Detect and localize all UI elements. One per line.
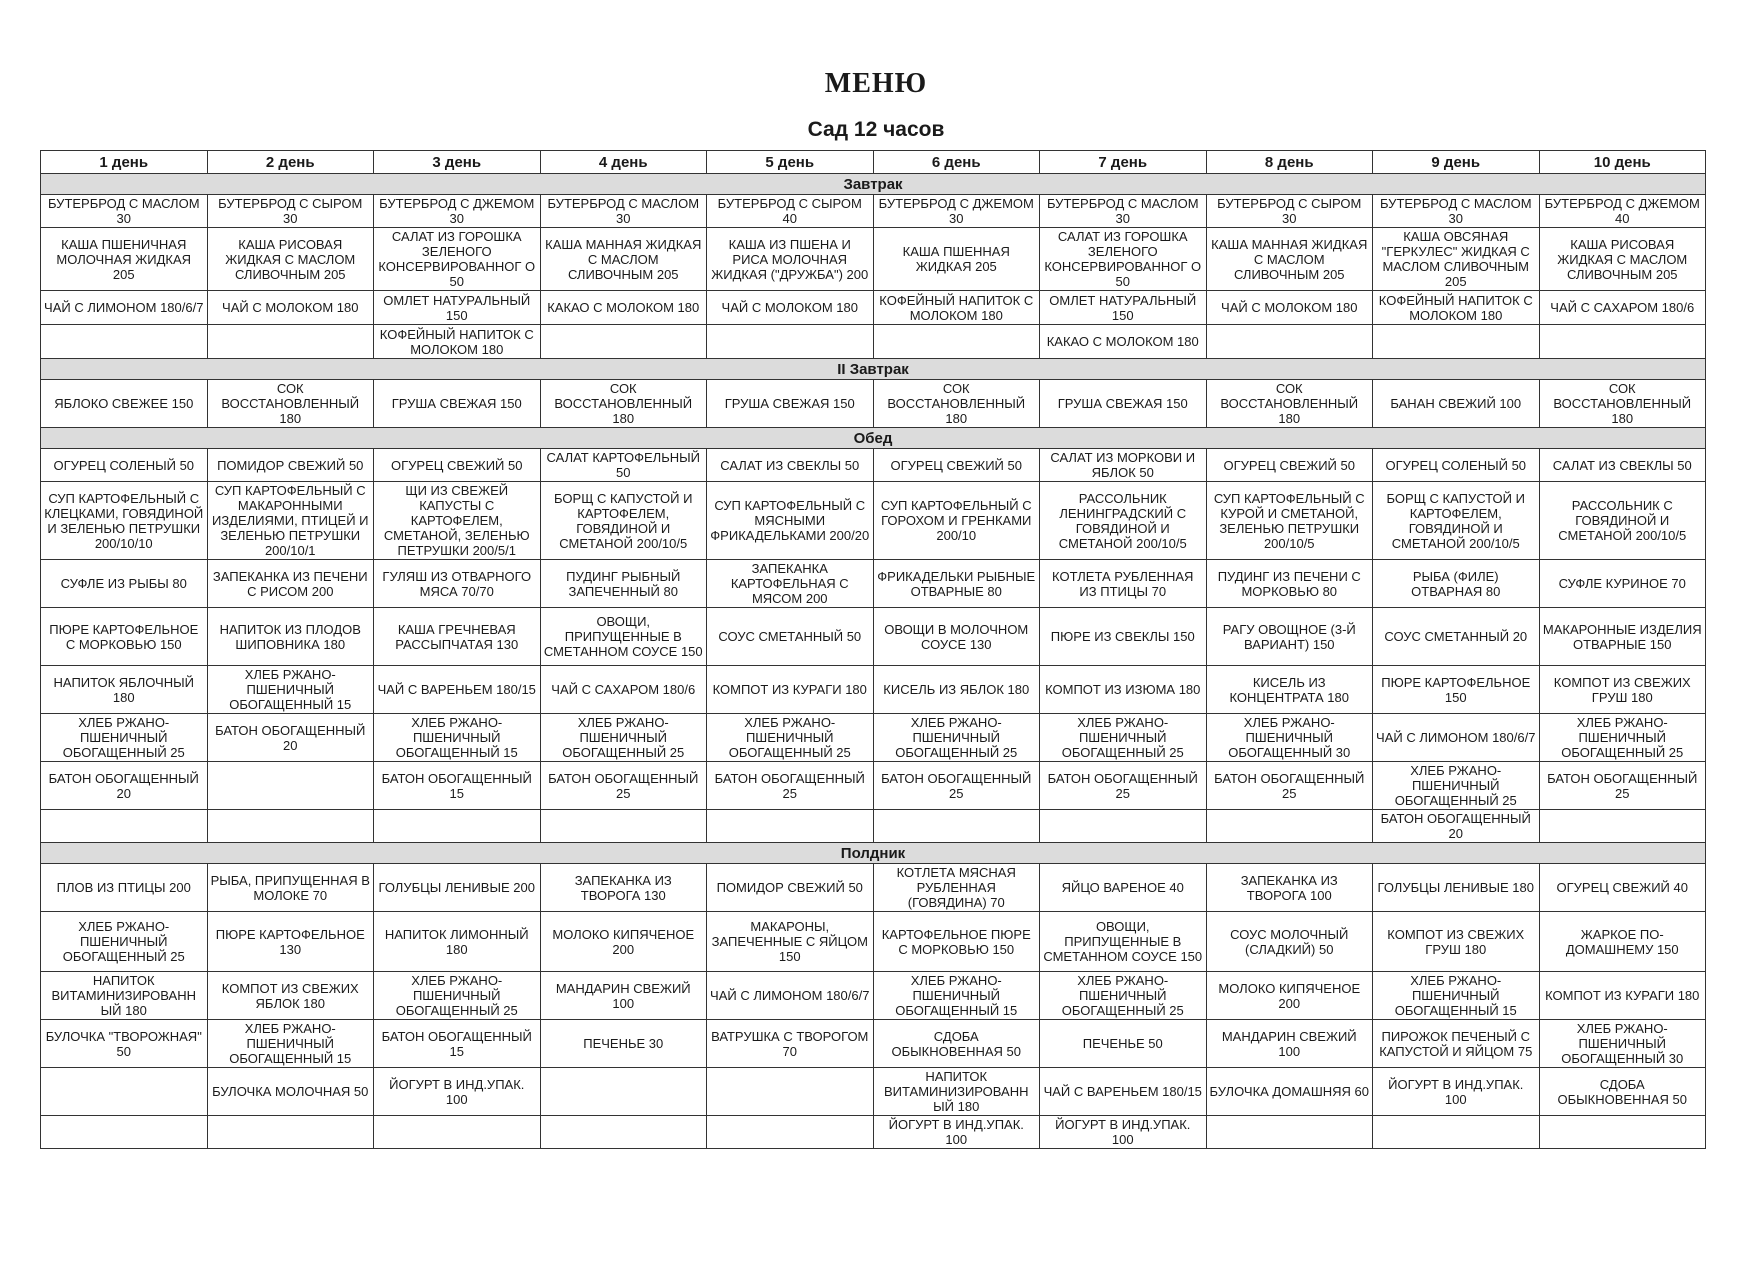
- menu-dish-cell: ПЛОВ ИЗ ПТИЦЫ 200: [41, 864, 208, 912]
- menu-dish-cell: [540, 810, 707, 843]
- menu-dish-cell: ОГУРЕЦ СВЕЖИЙ 50: [374, 449, 541, 482]
- menu-dish-cell: ХЛЕБ РЖАНО-ПШЕНИЧНЫЙ ОБОГАЩЕННЫЙ 25: [41, 714, 208, 762]
- menu-dish-cell: ПЮРЕ ИЗ СВЕКЛЫ 150: [1040, 608, 1207, 666]
- menu-dish-cell: [41, 1116, 208, 1149]
- menu-dish-cell: СДОБА ОБЫКНОВЕННАЯ 50: [873, 1020, 1040, 1068]
- menu-dish-cell: ХЛЕБ РЖАНО-ПШЕНИЧНЫЙ ОБОГАЩЕННЫЙ 25: [1040, 714, 1207, 762]
- menu-dish-cell: [207, 1116, 374, 1149]
- menu-dish-cell: СУП КАРТОФЕЛЬНЫЙ С КУРОЙ И СМЕТАНОЙ, ЗЕЛЕНЬЮ ПЕТРУШКИ 200/10/5: [1206, 482, 1373, 560]
- menu-dish-cell: БУТЕРБРОД С МАСЛОМ 30: [41, 195, 208, 228]
- menu-dish-cell: КОФЕЙНЫЙ НАПИТОК С МОЛОКОМ 180: [374, 325, 541, 359]
- menu-dish-cell: ОГУРЕЦ СОЛЕНЫЙ 50: [1373, 449, 1540, 482]
- menu-dish-cell: ЧАЙ С МОЛОКОМ 180: [707, 291, 874, 325]
- meal-section-row: [41, 428, 1706, 449]
- menu-dish-cell: РЫБА (ФИЛЕ) ОТВАРНАЯ 80: [1373, 560, 1540, 608]
- menu-dish-cell: СОК ВОССТАНОВЛЕННЫЙ 180: [540, 380, 707, 428]
- menu-dish-cell: ХЛЕБ РЖАНО-ПШЕНИЧНЫЙ ОБОГАЩЕННЫЙ 30: [1539, 1020, 1706, 1068]
- menu-dish-cell: ЙОГУРТ В ИНД.УПАК. 100: [374, 1068, 541, 1116]
- menu-dish-cell: ПЕЧЕНЬЕ 30: [540, 1020, 707, 1068]
- menu-dish-cell: РАССОЛЬНИК С ГОВЯДИНОЙ И СМЕТАНОЙ 200/10/5: [1539, 482, 1706, 560]
- menu-dish-cell: НАПИТОК ВИТАМИНИЗИРОВАНН ЫЙ 180: [41, 972, 208, 1020]
- menu-dish-cell: БУЛОЧКА МОЛОЧНАЯ 50: [207, 1068, 374, 1116]
- menu-dish-cell: ХЛЕБ РЖАНО-ПШЕНИЧНЫЙ ОБОГАЩЕННЫЙ 25: [1373, 762, 1540, 810]
- day-header: 5 день: [707, 151, 874, 174]
- menu-dish-cell: ГРУША СВЕЖАЯ 150: [707, 380, 874, 428]
- menu-dish-cell: ПУДИНГ ИЗ ПЕЧЕНИ С МОРКОВЬЮ 80: [1206, 560, 1373, 608]
- menu-dish-cell: ОВОЩИ, ПРИПУЩЕННЫЕ В СМЕТАННОМ СОУСЕ 150: [540, 608, 707, 666]
- menu-dish-cell: ПЮРЕ КАРТОФЕЛЬНОЕ 150: [1373, 666, 1540, 714]
- menu-table: [40, 150, 1706, 1149]
- menu-dish-cell: ХЛЕБ РЖАНО-ПШЕНИЧНЫЙ ОБОГАЩЕННЫЙ 15: [1373, 972, 1540, 1020]
- menu-dish-cell: РЫБА, ПРИПУЩЕННАЯ В МОЛОКЕ 70: [207, 864, 374, 912]
- menu-dish-cell: ЧАЙ С ЛИМОНОМ 180/6/7: [1373, 714, 1540, 762]
- menu-dish-cell: КАША МАННАЯ ЖИДКАЯ С МАСЛОМ СЛИВОЧНЫМ 205: [1206, 228, 1373, 291]
- menu-dish-cell: САЛАТ ИЗ СВЕКЛЫ 50: [1539, 449, 1706, 482]
- menu-dish-cell: ЩИ ИЗ СВЕЖЕЙ КАПУСТЫ С КАРТОФЕЛЕМ, СМЕТАНОЙ, ЗЕЛЕНЬЮ ПЕТРУШКИ 200/5/1: [374, 482, 541, 560]
- menu-dish-cell: МАКАРОНЫ, ЗАПЕЧЕННЫЕ С ЯЙЦОМ 150: [707, 912, 874, 972]
- menu-dish-cell: ОМЛЕТ НАТУРАЛЬНЫЙ 150: [1040, 291, 1207, 325]
- menu-dish-cell: БАТОН ОБОГАЩЕННЫЙ 15: [374, 762, 541, 810]
- menu-dish-cell: БАТОН ОБОГАЩЕННЫЙ 25: [1040, 762, 1207, 810]
- menu-dish-cell: БАТОН ОБОГАЩЕННЫЙ 25: [707, 762, 874, 810]
- menu-dish-cell: ОГУРЕЦ СВЕЖИЙ 50: [1206, 449, 1373, 482]
- menu-dish-cell: БОРЩ С КАПУСТОЙ И КАРТОФЕЛЕМ, ГОВЯДИНОЙ И СМЕТАНОЙ 200/10/5: [1373, 482, 1540, 560]
- menu-dish-cell: [873, 810, 1040, 843]
- table-row: [41, 762, 1706, 810]
- menu-dish-cell: ПИРОЖОК ПЕЧЕНЫЙ С КАПУСТОЙ И ЯЙЦОМ 75: [1373, 1020, 1540, 1068]
- menu-dish-cell: ОГУРЕЦ СВЕЖИЙ 50: [873, 449, 1040, 482]
- menu-dish-cell: КАША РИСОВАЯ ЖИДКАЯ С МАСЛОМ СЛИВОЧНЫМ 205: [207, 228, 374, 291]
- menu-dish-cell: [374, 1116, 541, 1149]
- menu-dish-cell: ЖАРКОЕ ПО-ДОМАШНЕМУ 150: [1539, 912, 1706, 972]
- menu-dish-cell: НАПИТОК ЛИМОННЫЙ 180: [374, 912, 541, 972]
- menu-dish-cell: ФРИКАДЕЛЬКИ РЫБНЫЕ ОТВАРНЫЕ 80: [873, 560, 1040, 608]
- menu-dish-cell: ХЛЕБ РЖАНО-ПШЕНИЧНЫЙ ОБОГАЩЕННЫЙ 25: [707, 714, 874, 762]
- meal-section-row: [41, 843, 1706, 864]
- menu-dish-cell: КАША ОВСЯНАЯ "ГЕРКУЛЕС" ЖИДКАЯ С МАСЛОМ СЛИВОЧНЫМ 205: [1373, 228, 1540, 291]
- menu-dish-cell: [1539, 1116, 1706, 1149]
- table-row: [41, 864, 1706, 912]
- menu-dish-cell: ХЛЕБ РЖАНО-ПШЕНИЧНЫЙ ОБОГАЩЕННЫЙ 25: [1539, 714, 1706, 762]
- menu-dish-cell: ХЛЕБ РЖАНО-ПШЕНИЧНЫЙ ОБОГАЩЕННЫЙ 25: [41, 912, 208, 972]
- menu-dish-cell: СОК ВОССТАНОВЛЕННЫЙ 180: [1539, 380, 1706, 428]
- day-header: 10 день: [1539, 151, 1706, 174]
- menu-dish-cell: САЛАТ КАРТОФЕЛЬНЫЙ 50: [540, 449, 707, 482]
- menu-dish-cell: БУТЕРБРОД С СЫРОМ 30: [207, 195, 374, 228]
- menu-dish-cell: КАША ИЗ ПШЕНА И РИСА МОЛОЧНАЯ ЖИДКАЯ ("ДРУЖБА") 200: [707, 228, 874, 291]
- meal-section-title: II Завтрак: [41, 359, 1706, 380]
- menu-dish-cell: ГОЛУБЦЫ ЛЕНИВЫЕ 180: [1373, 864, 1540, 912]
- table-row: [41, 666, 1706, 714]
- menu-dish-cell: ЯЙЦО ВАРЕНОЕ 40: [1040, 864, 1207, 912]
- page-subtitle: Сад 12 часов: [807, 118, 945, 141]
- menu-dish-cell: ГОЛУБЦЫ ЛЕНИВЫЕ 200: [374, 864, 541, 912]
- menu-dish-cell: СУФЛЕ КУРИНОЕ 70: [1539, 560, 1706, 608]
- menu-dish-cell: БУТЕРБРОД С МАСЛОМ 30: [540, 195, 707, 228]
- table-row: [41, 972, 1706, 1020]
- menu-dish-cell: СОУС СМЕТАННЫЙ 50: [707, 608, 874, 666]
- meal-section-row: [41, 359, 1706, 380]
- menu-dish-cell: БУЛОЧКА "ТВОРОЖНАЯ" 50: [41, 1020, 208, 1068]
- table-row: [41, 325, 1706, 359]
- menu-dish-cell: КОМПОТ ИЗ СВЕЖИХ ГРУШ 180: [1373, 912, 1540, 972]
- menu-dish-cell: БАТОН ОБОГАЩЕННЫЙ 25: [1539, 762, 1706, 810]
- menu-dish-cell: КАША РИСОВАЯ ЖИДКАЯ С МАСЛОМ СЛИВОЧНЫМ 205: [1539, 228, 1706, 291]
- menu-dish-cell: ОВОЩИ В МОЛОЧНОМ СОУСЕ 130: [873, 608, 1040, 666]
- menu-dish-cell: БОРЩ С КАПУСТОЙ И КАРТОФЕЛЕМ, ГОВЯДИНОЙ И СМЕТАНОЙ 200/10/5: [540, 482, 707, 560]
- menu-dish-cell: СОУС МОЛОЧНЫЙ (СЛАДКИЙ) 50: [1206, 912, 1373, 972]
- menu-dish-cell: ОВОЩИ, ПРИПУЩЕННЫЕ В СМЕТАННОМ СОУСЕ 150: [1040, 912, 1207, 972]
- menu-dish-cell: ПОМИДОР СВЕЖИЙ 50: [707, 864, 874, 912]
- table-row: [41, 1116, 1706, 1149]
- day-header-row: [41, 151, 1706, 174]
- menu-dish-cell: ЙОГУРТ В ИНД.УПАК. 100: [873, 1116, 1040, 1149]
- menu-dish-cell: НАПИТОК ИЗ ПЛОДОВ ШИПОВНИКА 180: [207, 608, 374, 666]
- menu-dish-cell: [207, 762, 374, 810]
- menu-dish-cell: КАША ПШЕНИЧНАЯ МОЛОЧНАЯ ЖИДКАЯ 205: [41, 228, 208, 291]
- menu-dish-cell: СОК ВОССТАНОВЛЕННЫЙ 180: [207, 380, 374, 428]
- menu-dish-cell: БАТОН ОБОГАЩЕННЫЙ 20: [1373, 810, 1540, 843]
- menu-dish-cell: БАТОН ОБОГАЩЕННЫЙ 20: [207, 714, 374, 762]
- menu-dish-cell: БУТЕРБРОД С МАСЛОМ 30: [1373, 195, 1540, 228]
- day-header: 1 день: [41, 151, 208, 174]
- menu-dish-cell: РАГУ ОВОЩНОЕ (3-Й ВАРИАНТ) 150: [1206, 608, 1373, 666]
- menu-dish-cell: МОЛОКО КИПЯЧЕНОЕ 200: [540, 912, 707, 972]
- menu-dish-cell: КОТЛЕТА РУБЛЕННАЯ ИЗ ПТИЦЫ 70: [1040, 560, 1207, 608]
- menu-dish-cell: КОФЕЙНЫЙ НАПИТОК С МОЛОКОМ 180: [873, 291, 1040, 325]
- menu-dish-cell: [41, 325, 208, 359]
- meal-section-title: Полдник: [41, 843, 1706, 864]
- table-row: [41, 482, 1706, 560]
- menu-dish-cell: КОТЛЕТА МЯСНАЯ РУБЛЕННАЯ (ГОВЯДИНА) 70: [873, 864, 1040, 912]
- menu-dish-cell: ХЛЕБ РЖАНО-ПШЕНИЧНЫЙ ОБОГАЩЕННЫЙ 15: [873, 972, 1040, 1020]
- menu-dish-cell: ХЛЕБ РЖАНО-ПШЕНИЧНЫЙ ОБОГАЩЕННЫЙ 25: [873, 714, 1040, 762]
- day-header: 6 день: [873, 151, 1040, 174]
- menu-dish-cell: МАНДАРИН СВЕЖИЙ 100: [540, 972, 707, 1020]
- menu-dish-cell: ОМЛЕТ НАТУРАЛЬНЫЙ 150: [374, 291, 541, 325]
- menu-dish-cell: [41, 1068, 208, 1116]
- menu-dish-cell: КАКАО С МОЛОКОМ 180: [1040, 325, 1207, 359]
- menu-dish-cell: САЛАТ ИЗ МОРКОВИ И ЯБЛОК 50: [1040, 449, 1207, 482]
- menu-dish-cell: ПОМИДОР СВЕЖИЙ 50: [207, 449, 374, 482]
- menu-dish-cell: МОЛОКО КИПЯЧЕНОЕ 200: [1206, 972, 1373, 1020]
- table-row: [41, 560, 1706, 608]
- menu-dish-cell: БАТОН ОБОГАЩЕННЫЙ 25: [873, 762, 1040, 810]
- menu-dish-cell: [41, 810, 208, 843]
- menu-dish-cell: [707, 810, 874, 843]
- meal-section-row: [41, 174, 1706, 195]
- menu-dish-cell: КОМПОТ ИЗ КУРАГИ 180: [1539, 972, 1706, 1020]
- menu-dish-cell: ЧАЙ С ВАРЕНЬЕМ 180/15: [1040, 1068, 1207, 1116]
- menu-dish-cell: КОМПОТ ИЗ СВЕЖИХ ЯБЛОК 180: [207, 972, 374, 1020]
- menu-dish-cell: САЛАТ ИЗ СВЕКЛЫ 50: [707, 449, 874, 482]
- menu-dish-cell: ХЛЕБ РЖАНО-ПШЕНИЧНЫЙ ОБОГАЩЕННЫЙ 25: [1040, 972, 1207, 1020]
- menu-dish-cell: НАПИТОК ЯБЛОЧНЫЙ 180: [41, 666, 208, 714]
- menu-dish-cell: ХЛЕБ РЖАНО-ПШЕНИЧНЫЙ ОБОГАЩЕННЫЙ 15: [207, 1020, 374, 1068]
- menu-dish-cell: БУТЕРБРОД С ДЖЕМОМ 40: [1539, 195, 1706, 228]
- menu-dish-cell: [1206, 810, 1373, 843]
- menu-dish-cell: ХЛЕБ РЖАНО-ПШЕНИЧНЫЙ ОБОГАЩЕННЫЙ 25: [540, 714, 707, 762]
- menu-dish-cell: ЗАПЕКАНКА ИЗ ПЕЧЕНИ С РИСОМ 200: [207, 560, 374, 608]
- menu-dish-cell: СОК ВОССТАНОВЛЕННЫЙ 180: [1206, 380, 1373, 428]
- menu-dish-cell: [1373, 1116, 1540, 1149]
- menu-dish-cell: ПЕЧЕНЬЕ 50: [1040, 1020, 1207, 1068]
- menu-dish-cell: КОФЕЙНЫЙ НАПИТОК С МОЛОКОМ 180: [1373, 291, 1540, 325]
- menu-dish-cell: ОГУРЕЦ СВЕЖИЙ 40: [1539, 864, 1706, 912]
- menu-dish-cell: ХЛЕБ РЖАНО-ПШЕНИЧНЫЙ ОБОГАЩЕННЫЙ 15: [374, 714, 541, 762]
- menu-dish-cell: [374, 810, 541, 843]
- menu-dish-cell: БУЛОЧКА ДОМАШНЯЯ 60: [1206, 1068, 1373, 1116]
- menu-dish-cell: КОМПОТ ИЗ ИЗЮМА 180: [1040, 666, 1207, 714]
- menu-dish-cell: СУП КАРТОФЕЛЬНЫЙ С МАКАРОННЫМИ ИЗДЕЛИЯМИ, ПТИЦЕЙ И ЗЕЛЕНЬЮ ПЕТРУШКИ 200/10/1: [207, 482, 374, 560]
- day-header: 3 день: [374, 151, 541, 174]
- menu-dish-cell: [1539, 810, 1706, 843]
- menu-dish-cell: [707, 1068, 874, 1116]
- menu-dish-cell: БУТЕРБРОД С ДЖЕМОМ 30: [873, 195, 1040, 228]
- menu-dish-cell: ГУЛЯШ ИЗ ОТВАРНОГО МЯСА 70/70: [374, 560, 541, 608]
- menu-dish-cell: САЛАТ ИЗ ГОРОШКА ЗЕЛЕНОГО КОНСЕРВИРОВАННОГ О 50: [1040, 228, 1207, 291]
- meal-section-title: Обед: [41, 428, 1706, 449]
- table-row: [41, 912, 1706, 972]
- menu-table-body: [41, 151, 1706, 1149]
- menu-dish-cell: [1539, 325, 1706, 359]
- menu-dish-cell: ОГУРЕЦ СОЛЕНЫЙ 50: [41, 449, 208, 482]
- menu-dish-cell: ХЛЕБ РЖАНО-ПШЕНИЧНЫЙ ОБОГАЩЕННЫЙ 25: [374, 972, 541, 1020]
- menu-dish-cell: ЧАЙ С ЛИМОНОМ 180/6/7: [41, 291, 208, 325]
- menu-dish-cell: СОУС СМЕТАННЫЙ 20: [1373, 608, 1540, 666]
- menu-dish-cell: ЙОГУРТ В ИНД.УПАК. 100: [1040, 1116, 1207, 1149]
- menu-dish-cell: ПЮРЕ КАРТОФЕЛЬНОЕ С МОРКОВЬЮ 150: [41, 608, 208, 666]
- menu-dish-cell: ПЮРЕ КАРТОФЕЛЬНОЕ 130: [207, 912, 374, 972]
- menu-dish-cell: КАРТОФЕЛЬНОЕ ПЮРЕ С МОРКОВЬЮ 150: [873, 912, 1040, 972]
- menu-dish-cell: ВАТРУШКА С ТВОРОГОМ 70: [707, 1020, 874, 1068]
- menu-dish-cell: СУП КАРТОФЕЛЬНЫЙ С КЛЕЦКАМИ, ГОВЯДИНОЙ И ЗЕЛЕНЬЮ ПЕТРУШКИ 200/10/10: [41, 482, 208, 560]
- menu-dish-cell: [1040, 810, 1207, 843]
- menu-dish-cell: ХЛЕБ РЖАНО-ПШЕНИЧНЫЙ ОБОГАЩЕННЫЙ 30: [1206, 714, 1373, 762]
- menu-dish-cell: ЧАЙ С ВАРЕНЬЕМ 180/15: [374, 666, 541, 714]
- table-row: [41, 380, 1706, 428]
- day-header: 2 день: [207, 151, 374, 174]
- menu-dish-cell: [540, 1116, 707, 1149]
- menu-dish-cell: ЧАЙ С МОЛОКОМ 180: [1206, 291, 1373, 325]
- menu-dish-cell: БАТОН ОБОГАЩЕННЫЙ 25: [540, 762, 707, 810]
- menu-dish-cell: [707, 325, 874, 359]
- menu-dish-cell: ПУДИНГ РЫБНЫЙ ЗАПЕЧЕННЫЙ 80: [540, 560, 707, 608]
- day-header: 4 день: [540, 151, 707, 174]
- table-row: [41, 608, 1706, 666]
- table-row: [41, 449, 1706, 482]
- menu-dish-cell: СДОБА ОБЫКНОВЕННАЯ 50: [1539, 1068, 1706, 1116]
- menu-dish-cell: КОМПОТ ИЗ КУРАГИ 180: [707, 666, 874, 714]
- menu-dish-cell: СОК ВОССТАНОВЛЕННЫЙ 180: [873, 380, 1040, 428]
- menu-dish-cell: РАССОЛЬНИК ЛЕНИНГРАДСКИЙ С ГОВЯДИНОЙ И СМЕТАНОЙ 200/10/5: [1040, 482, 1207, 560]
- menu-dish-cell: ЗАПЕКАНКА ИЗ ТВОРОГА 130: [540, 864, 707, 912]
- table-row: [41, 195, 1706, 228]
- menu-dish-cell: ЧАЙ С САХАРОМ 180/6: [540, 666, 707, 714]
- menu-dish-cell: КИСЕЛЬ ИЗ КОНЦЕНТРАТА 180: [1206, 666, 1373, 714]
- table-row: [41, 228, 1706, 291]
- menu-dish-cell: КИСЕЛЬ ИЗ ЯБЛОК 180: [873, 666, 1040, 714]
- menu-dish-cell: [873, 325, 1040, 359]
- menu-dish-cell: БАТОН ОБОГАЩЕННЫЙ 20: [41, 762, 208, 810]
- menu-dish-cell: [540, 325, 707, 359]
- meal-section-title: Завтрак: [41, 174, 1706, 195]
- day-header: 8 день: [1206, 151, 1373, 174]
- menu-dish-cell: КАША МАННАЯ ЖИДКАЯ С МАСЛОМ СЛИВОЧНЫМ 205: [540, 228, 707, 291]
- menu-dish-cell: [207, 810, 374, 843]
- menu-dish-cell: [207, 325, 374, 359]
- menu-dish-cell: [540, 1068, 707, 1116]
- menu-dish-cell: ЙОГУРТ В ИНД.УПАК. 100: [1373, 1068, 1540, 1116]
- menu-dish-cell: СУП КАРТОФЕЛЬНЫЙ С МЯСНЫМИ ФРИКАДЕЛЬКАМИ 200/20: [707, 482, 874, 560]
- menu-dish-cell: БУТЕРБРОД С СЫРОМ 40: [707, 195, 874, 228]
- menu-dish-cell: СУФЛЕ ИЗ РЫБЫ 80: [41, 560, 208, 608]
- day-header: 7 день: [1040, 151, 1207, 174]
- menu-dish-cell: ХЛЕБ РЖАНО-ПШЕНИЧНЫЙ ОБОГАЩЕННЫЙ 15: [207, 666, 374, 714]
- menu-dish-cell: КАША ПШЕННАЯ ЖИДКАЯ 205: [873, 228, 1040, 291]
- day-header: 9 день: [1373, 151, 1540, 174]
- menu-dish-cell: БУТЕРБРОД С ДЖЕМОМ 30: [374, 195, 541, 228]
- menu-dish-cell: [707, 1116, 874, 1149]
- menu-dish-cell: ЗАПЕКАНКА КАРТОФЕЛЬНАЯ С МЯСОМ 200: [707, 560, 874, 608]
- menu-dish-cell: СУП КАРТОФЕЛЬНЫЙ С ГОРОХОМ И ГРЕНКАМИ 200/10: [873, 482, 1040, 560]
- menu-dish-cell: БАТОН ОБОГАЩЕННЫЙ 25: [1206, 762, 1373, 810]
- menu-dish-cell: [1373, 325, 1540, 359]
- table-row: [41, 1020, 1706, 1068]
- menu-dish-cell: ГРУША СВЕЖАЯ 150: [1040, 380, 1207, 428]
- menu-dish-cell: ЗАПЕКАНКА ИЗ ТВОРОГА 100: [1206, 864, 1373, 912]
- table-row: [41, 1068, 1706, 1116]
- menu-dish-cell: БАТОН ОБОГАЩЕННЫЙ 15: [374, 1020, 541, 1068]
- menu-dish-cell: ЧАЙ С САХАРОМ 180/6: [1539, 291, 1706, 325]
- menu-dish-cell: ЯБЛОКО СВЕЖЕЕ 150: [41, 380, 208, 428]
- menu-dish-cell: ЧАЙ С МОЛОКОМ 180: [207, 291, 374, 325]
- menu-dish-cell: ГРУША СВЕЖАЯ 150: [374, 380, 541, 428]
- table-row: [41, 714, 1706, 762]
- menu-dish-cell: КАКАО С МОЛОКОМ 180: [540, 291, 707, 325]
- menu-dish-cell: [1206, 325, 1373, 359]
- page-title: МЕНЮ: [824, 68, 928, 99]
- menu-dish-cell: БУТЕРБРОД С СЫРОМ 30: [1206, 195, 1373, 228]
- menu-dish-cell: САЛАТ ИЗ ГОРОШКА ЗЕЛЕНОГО КОНСЕРВИРОВАННОГ О 50: [374, 228, 541, 291]
- menu-dish-cell: БАНАН СВЕЖИЙ 100: [1373, 380, 1540, 428]
- table-row: [41, 810, 1706, 843]
- menu-dish-cell: КОМПОТ ИЗ СВЕЖИХ ГРУШ 180: [1539, 666, 1706, 714]
- menu-dish-cell: НАПИТОК ВИТАМИНИЗИРОВАНН ЫЙ 180: [873, 1068, 1040, 1116]
- menu-dish-cell: КАША ГРЕЧНЕВАЯ РАССЫПЧАТАЯ 130: [374, 608, 541, 666]
- menu-dish-cell: МАКАРОННЫЕ ИЗДЕЛИЯ ОТВАРНЫЕ 150: [1539, 608, 1706, 666]
- menu-dish-cell: МАНДАРИН СВЕЖИЙ 100: [1206, 1020, 1373, 1068]
- menu-dish-cell: БУТЕРБРОД С МАСЛОМ 30: [1040, 195, 1207, 228]
- table-row: [41, 291, 1706, 325]
- menu-dish-cell: ЧАЙ С ЛИМОНОМ 180/6/7: [707, 972, 874, 1020]
- menu-dish-cell: [1206, 1116, 1373, 1149]
